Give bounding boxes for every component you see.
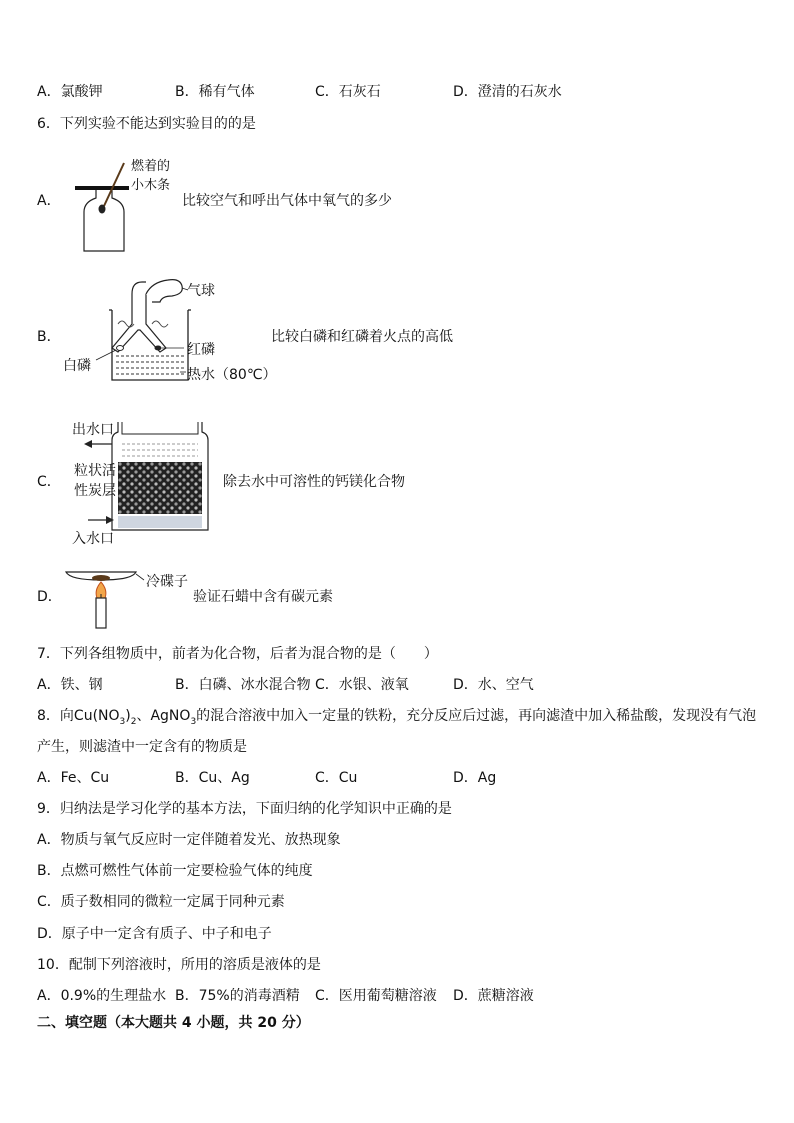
q8-stem-line2: 产生，则滤渣中一定含有的物质是 [37, 739, 247, 755]
q6-a-figure [75, 160, 135, 254]
q6-a-description: 比较空气和呼出气体中氧气的多少 [182, 193, 392, 209]
q6-stem: 6．下列实验不能达到实验目的的是 [37, 116, 256, 132]
q6-c-label-outlet: 出水口 [72, 422, 114, 438]
q10-option-a: A．0.9%的生理盐水 [37, 988, 167, 1004]
q8-option-a: A．Fe、Cu [37, 770, 110, 786]
q5-option-c: C．石灰石 [315, 84, 381, 100]
q6-c-label-inlet: 入水口 [72, 531, 114, 547]
q7-option-b: B．白磷、冰水混合物 [175, 677, 311, 693]
q9-stem: 9．归纳法是学习化学的基本方法，下面归纳的化学知识中正确的是 [37, 801, 452, 817]
q9-option-d: D．原子中一定含有质子、中子和电子 [37, 926, 272, 942]
q8-option-b: B．Cu、Ag [175, 770, 250, 786]
q10-stem: 10．配制下列溶液时，所用的溶质是液体的是 [37, 957, 321, 973]
q6-c-label-carbon-line2: 性炭层 [74, 483, 116, 499]
q7-option-d: D．水、空气 [453, 677, 534, 693]
q6-b-label-hot-water: 热水（80℃） [187, 367, 277, 383]
q5-option-a: A．氯酸钾 [37, 84, 103, 100]
q6-c-description: 除去水中可溶性的钙镁化合物 [223, 474, 405, 490]
q6-d-figure [64, 564, 154, 630]
q10-option-b: B．75%的消毒酒精 [175, 988, 300, 1004]
q6-b-figure [100, 272, 200, 384]
q10-option-c: C．医用葡萄糖溶液 [315, 988, 437, 1004]
chem-silver-nitrate: AgNO$_3$ [150, 708, 197, 727]
q6-c-label-carbon-line1: 粒状活 [74, 463, 116, 479]
q7-option-c: C．水银、液氧 [315, 677, 409, 693]
q7-option-a: A．铁、钢 [37, 677, 103, 693]
section-2-heading: 二、填空题（本大题共 4 小题，共 20 分） [37, 1015, 310, 1031]
q5-option-d: D．澄清的石灰水 [453, 84, 562, 100]
q9-option-a: A．物质与氧气反应时一定伴随着发光、放热现象 [37, 832, 341, 848]
q5-option-b: B．稀有气体 [175, 84, 255, 100]
q6-option-a-letter: A． [37, 193, 61, 209]
q6-a-label-splint: 小木条 [131, 178, 171, 193]
q6-b-label-white-phosphorus: 白磷 [63, 358, 91, 374]
q6-option-d-letter: D． [37, 589, 62, 605]
q8-stem-line1: 8．向$Cu(NO_3)_2$、AgNO$_3$的混合溶液中加入一定量的铁粉，充分反应后过滤，再向滤渣中加入稀盐酸，发现没有气泡 [37, 708, 757, 727]
q9-option-c: C．质子数相同的微粒一定属于同种元素 [37, 894, 285, 910]
q6-d-label-plate: 冷碟子 [146, 574, 188, 590]
q6-d-description: 验证石蜡中含有碳元素 [193, 589, 333, 605]
q7-stem: 7．下列各组物质中，前者为化合物，后者为混合物的是（ ） [37, 646, 438, 662]
q6-option-c-letter: C． [37, 474, 61, 490]
q6-b-label-red-phosphorus: 红磷 [187, 342, 215, 358]
chem-copper-nitrate: $Cu(NO_3)_2$ [73, 708, 137, 727]
q6-a-label-burning: 燃着的 [131, 159, 171, 174]
q10-option-d: D．蔗糖溶液 [453, 988, 534, 1004]
q6-b-label-balloon: 气球 [187, 283, 215, 299]
q6-option-b-letter: B． [37, 329, 61, 345]
q8-option-c: C．Cu [315, 770, 358, 786]
q8-option-d: D．Ag [453, 770, 497, 786]
q6-b-description: 比较白磷和红磷着火点的高低 [271, 329, 453, 345]
q9-option-b: B．点燃可燃性气体前一定要检验气体的纯度 [37, 863, 313, 879]
